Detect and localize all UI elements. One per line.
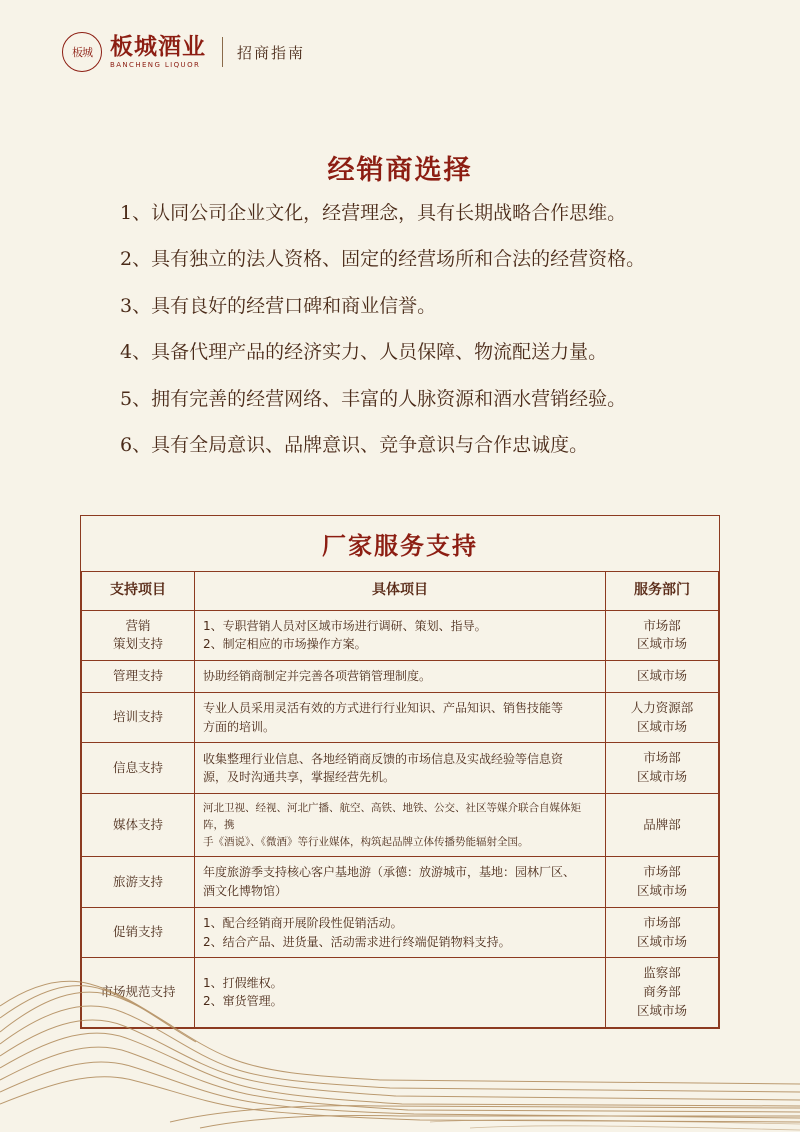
cell-line: 区域市场	[636, 883, 687, 899]
cell-dept	[606, 793, 719, 856]
list-item: 2、具有独立的法人资格、固定的经营场所和合法的经营资格。	[120, 248, 646, 271]
table-row	[82, 857, 719, 908]
table-row	[82, 907, 719, 958]
requirements-list	[120, 198, 700, 476]
cell-line: 市场部	[643, 750, 681, 766]
list-item: 5、拥有完善的经营网络、丰富的人脉资源和酒水营销经验。	[120, 387, 627, 410]
cell-detail	[195, 743, 606, 794]
table-row	[82, 743, 719, 794]
cell-line: 人力资源部	[630, 699, 694, 715]
cell-line: 区域市场	[636, 718, 687, 734]
cell-dept	[606, 857, 719, 908]
cell-line: 河北卫视、经视、河北广播、航空、高铁、地铁、公交、社区等媒介联合自媒体矩阵，携	[203, 801, 581, 831]
header-subtitle: 招商指南	[237, 43, 306, 62]
cell-line: 培训支持	[112, 709, 163, 725]
cell-line: 专业人员采用灵活有效的方式进行行业知识、产品知识、销售技能等	[203, 701, 564, 716]
cell-line: 市场部	[643, 914, 681, 930]
cell-detail	[195, 857, 606, 908]
cell-line: 信息支持	[112, 759, 163, 775]
cell-item	[82, 610, 195, 661]
cell-line: 协助经销商制定并完善各项营销管理制度。	[203, 669, 432, 684]
table-row	[82, 692, 719, 743]
cell-item	[82, 907, 195, 958]
cell-dept	[606, 958, 719, 1027]
brand-name-en: BANCHENG LIQUOR	[110, 61, 201, 70]
cell-item	[82, 661, 195, 693]
brand-name-cn: 板城酒业	[110, 32, 206, 60]
cell-line: 1、专职营销人员对区域市场进行调研、策划、指导。	[203, 618, 487, 633]
cell-dept	[606, 610, 719, 661]
cell-line: 2、制定相应的市场操作方案。	[203, 637, 367, 652]
cell-line: 区域市场	[636, 668, 687, 684]
column-header-dept: 服务部门	[606, 572, 719, 611]
cell-line: 品牌部	[643, 816, 681, 832]
brand-seal-icon: 板城	[62, 32, 102, 72]
cell-line: 手《酒说》、《微酒》等行业媒体，构筑起品牌立体传播势能辐射全国。	[203, 835, 529, 848]
cell-line: 2、窜货管理。	[203, 994, 283, 1009]
cell-detail	[195, 793, 606, 856]
page-header	[62, 30, 305, 74]
cell-dept	[606, 692, 719, 743]
cell-line: 2、结合产品、进货量、活动需求进行终端促销物料支持。	[203, 934, 511, 949]
cell-detail	[195, 907, 606, 958]
cell-line: 酒文化博物馆）	[203, 884, 288, 899]
table-title-row	[82, 516, 719, 572]
cell-item	[82, 958, 195, 1027]
cell-detail	[195, 958, 606, 1027]
cell-line: 市场部	[643, 617, 681, 633]
table-header-row	[82, 572, 719, 611]
list-item: 1、认同公司企业文化，经营理念，具有长期战略合作思维。	[120, 202, 627, 224]
table-row	[82, 661, 719, 693]
cell-line: 区域市场	[636, 1002, 687, 1018]
cell-detail	[195, 661, 606, 693]
cell-item	[82, 857, 195, 908]
cell-line: 管理支持	[112, 668, 163, 684]
cell-line: 1、打假维权。	[203, 975, 283, 990]
cell-dept	[606, 743, 719, 794]
table-row	[82, 793, 719, 856]
cell-line: 方面的培训。	[203, 719, 276, 734]
cell-dept	[606, 907, 719, 958]
cell-line: 策划支持	[112, 636, 163, 652]
cell-line: 区域市场	[636, 769, 687, 785]
list-item: 3、具有良好的经营口碑和商业信誉。	[120, 294, 437, 317]
cell-detail	[195, 692, 606, 743]
cell-item	[82, 743, 195, 794]
table-row	[82, 958, 719, 1027]
cell-line: 监察部	[643, 965, 681, 981]
support-table	[80, 515, 720, 1029]
table-title: 厂家服务支持	[82, 516, 719, 572]
cell-line: 年度旅游季支持核心客户基地游（承德：放游城市，基地：园林厂区、	[203, 865, 576, 880]
cell-item	[82, 692, 195, 743]
cell-line: 旅游支持	[112, 873, 163, 889]
cell-line: 市场规范支持	[100, 984, 176, 1000]
cell-line: 区域市场	[636, 933, 687, 949]
list-item: 6、具有全局意识、品牌意识、竞争意识与合作忠诚度。	[120, 433, 589, 456]
column-header-item: 支持项目	[82, 572, 195, 611]
cell-line: 区域市场	[636, 636, 687, 652]
cell-line: 商务部	[643, 984, 681, 1000]
header-divider	[222, 37, 223, 67]
cell-line: 媒体支持	[112, 816, 163, 832]
cell-dept	[606, 661, 719, 693]
cell-detail	[195, 610, 606, 661]
column-header-detail: 具体项目	[195, 572, 606, 611]
brand-logo	[110, 32, 206, 70]
cell-line: 收集整理行业信息、各地经销商反馈的市场信息及实战经验等信息资	[203, 751, 564, 766]
cell-line: 1、配合经销商开展阶段性促销活动。	[203, 915, 403, 930]
table-row	[82, 610, 719, 661]
page-title: 经销商选择	[327, 155, 473, 186]
cell-line: 营销	[125, 617, 151, 633]
list-item: 4、具备代理产品的经济实力、人员保障、物流配送力量。	[120, 341, 608, 364]
cell-item	[82, 793, 195, 856]
cell-line: 促销支持	[112, 924, 163, 940]
cell-line: 市场部	[643, 864, 681, 880]
cell-line: 源，及时沟通共享，掌握经营先机。	[203, 770, 396, 785]
